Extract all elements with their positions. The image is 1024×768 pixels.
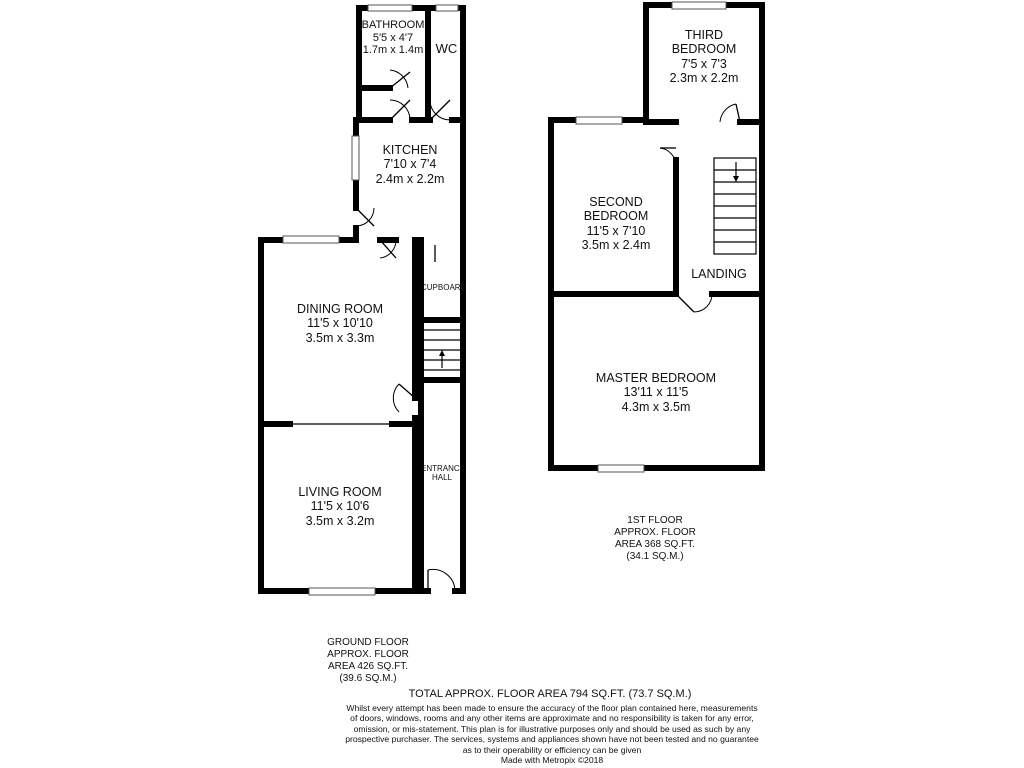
bathroom-window bbox=[368, 5, 412, 11]
dining-window bbox=[283, 236, 339, 243]
disclaimer bbox=[262, 703, 842, 766]
disclaimer-line5: as to their operability or efficiency can be given bbox=[462, 744, 642, 755]
total-area: TOTAL APPROX. FLOOR AREA 794 SQ.FT. (73.7 SQ.M.) bbox=[408, 688, 692, 700]
ground-floor-area-line2: APPROX. FLOOR bbox=[327, 649, 409, 660]
first-floor-area-line1: 1ST FLOOR bbox=[627, 515, 683, 526]
ground-floor-area-line4: (39.6 SQ.M.) bbox=[339, 673, 397, 684]
second-bedroom-window bbox=[576, 117, 622, 124]
master-bedroom-label bbox=[580, 371, 732, 414]
second-bedroom-name-1: SECOND bbox=[589, 195, 643, 209]
bathroom-dim-metric: 1.7m x 1.4m bbox=[362, 44, 424, 57]
living-window bbox=[309, 588, 375, 595]
kitchen-dim-metric: 2.4m x 2.2m bbox=[375, 171, 445, 186]
dining-room-label bbox=[270, 302, 410, 345]
second-bedroom-dim-metric: 3.5m x 2.4m bbox=[581, 238, 651, 253]
wc-label: WC bbox=[435, 41, 458, 56]
second-bedroom-label bbox=[562, 195, 670, 253]
first-floor-area-line2: APPROX. FLOOR bbox=[614, 527, 696, 538]
second-bedroom-dim-imperial: 11'5 x 7'10 bbox=[586, 223, 646, 238]
disclaimer-line6: Made with Metropix ©2018 bbox=[500, 755, 604, 766]
second-bedroom-name-2: BEDROOM bbox=[583, 209, 649, 224]
third-bedroom-dim-metric: 2.3m x 2.2m bbox=[669, 71, 739, 86]
dining-living-walls bbox=[261, 240, 421, 591]
kitchen-label bbox=[360, 143, 460, 186]
third-bedroom-name-2: BEDROOM bbox=[671, 42, 737, 57]
entrance-hall-line1: ENTRANCE bbox=[421, 464, 466, 473]
bathroom-dim-imperial: 5'5 x 4'7 bbox=[372, 31, 414, 44]
ground-floor-area-note bbox=[312, 637, 424, 685]
ground-floor-area-line1: GROUND FLOOR bbox=[327, 637, 409, 648]
kitchen-name: KITCHEN bbox=[382, 143, 438, 157]
bathroom-label bbox=[358, 19, 428, 57]
living-room-dim-metric: 3.5m x 3.2m bbox=[305, 513, 375, 528]
kitchen-dim-imperial: 7'10 x 7'4 bbox=[383, 157, 437, 172]
master-bedroom-name: MASTER BEDROOM bbox=[595, 371, 717, 385]
master-window bbox=[598, 465, 644, 472]
first-floor-area-line4: (34.1 SQ.M.) bbox=[626, 551, 684, 562]
disclaimer-line1: Whilst every attempt has been made to ensure the accuracy of the floor plan contained here, measurements bbox=[346, 703, 758, 713]
third-bedroom-name-1: THIRD bbox=[684, 28, 724, 42]
dining-room-dim-imperial: 11'5 x 10'10 bbox=[307, 316, 373, 331]
ground-stairs bbox=[424, 330, 460, 370]
first-floor-stairs bbox=[714, 158, 756, 254]
third-bedroom-dim-imperial: 7'5 x 7'3 bbox=[681, 56, 727, 71]
master-bedroom-dim-imperial: 13'11 x 11'5 bbox=[623, 385, 689, 400]
living-room-name: LIVING ROOM bbox=[298, 485, 382, 499]
dining-room-dim-metric: 3.5m x 3.3m bbox=[305, 330, 375, 345]
third-bedroom-window bbox=[672, 2, 726, 9]
cupboard-label: CUPBOARD bbox=[421, 283, 467, 292]
living-room-dim-imperial: 11'5 x 10'6 bbox=[310, 499, 370, 514]
third-bedroom-label bbox=[654, 28, 754, 86]
first-floor-area-note bbox=[600, 515, 710, 563]
master-bedroom-dim-metric: 4.3m x 3.5m bbox=[621, 399, 691, 414]
disclaimer-line2: of doors, windows, rooms and any other items are approximate and no responsibility is taken for any error, bbox=[350, 713, 754, 724]
wc-window bbox=[436, 5, 458, 11]
living-room-label bbox=[270, 485, 410, 528]
first-floor-area-line3: AREA 368 SQ.FT. bbox=[614, 539, 696, 550]
entrance-hall-line2: HALL bbox=[431, 473, 452, 483]
disclaimer-line4: prospective purchaser. The services, systems and appliances shown have not been tested and no guarantee bbox=[345, 734, 759, 745]
entrance-hall-label bbox=[421, 464, 466, 483]
dining-room-name: DINING ROOM bbox=[296, 302, 384, 316]
disclaimer-line3: omission, or mis-statement. This plan is for illustrative purposes only and should be used as such by any bbox=[353, 723, 751, 734]
landing-label: LANDING bbox=[691, 267, 747, 281]
ground-floor-area-line3: AREA 426 SQ.FT. bbox=[327, 661, 409, 672]
bathroom-name: BATHROOM bbox=[361, 19, 425, 31]
kitchen-window bbox=[352, 136, 359, 180]
